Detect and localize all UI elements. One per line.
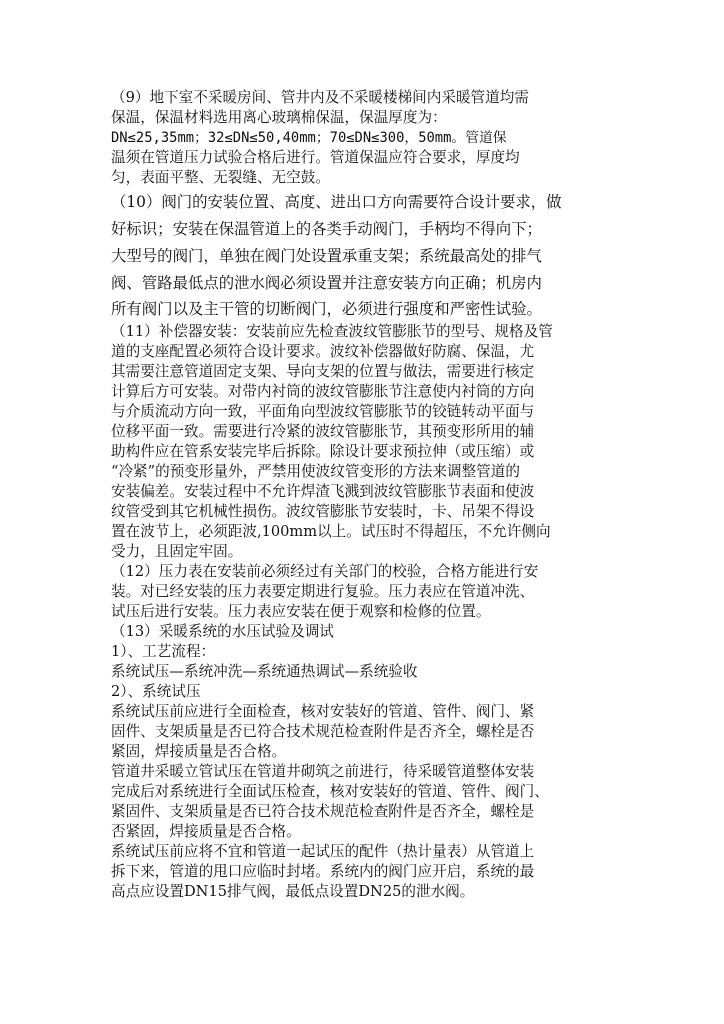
text-line: 紧固件、支架质量是否已符合技术规范检查附件是否齐全，螺栓是 xyxy=(111,803,535,820)
text-line: 管道井采暖立管试压在管道井砌筑之前进行，待采暖管道整体安装 xyxy=(111,763,535,780)
text-line: 高点应设置DN15排气阀，最低点设置DN25的泄水阀。 xyxy=(111,883,475,900)
text-line: 紧固，焊接质量是否合格。 xyxy=(111,743,287,760)
text-line: 系统试压—系统冲洗—系统通热调试—系统验收 xyxy=(111,663,418,680)
text-line: 所有阀门以及主干管的切断阀门，必须进行强度和严密性试验。 xyxy=(111,300,542,318)
text-line: 置在波节上，必须距波,100mm以上。试压时不得超压，不允许侧向 xyxy=(111,523,551,540)
text-line: 计算后方可安装。对带内衬筒的波纹管膨胀节注意使内衬筒的方向 xyxy=(111,383,535,400)
subsection-heading: 2）、系统试压 xyxy=(111,683,201,700)
text-line: 纹管受到其它机械性损伤。波纹管膨胀节安装时，卡、吊架不得设 xyxy=(111,503,535,520)
text-line: 匀，表面平整、无裂缝、无空鼓。 xyxy=(111,169,330,186)
text-line: “冷紧”的预变形量外，严禁用使波纹管变形的方法来调整管道的 xyxy=(111,463,520,480)
section-heading: （13）采暖系统的水压试验及调试 xyxy=(111,623,334,640)
text-line: （9）地下室不采暖房间、管井内及不采暖楼梯间内采暖管道均需 xyxy=(111,89,529,106)
text-line: 阀、管路最低点的泄水阀必须设置并注意安装方向正确；机房内 xyxy=(111,274,542,292)
text-line: 固件、支架质量是否已符合技术规范检查附件是否齐全，螺栓是否 xyxy=(111,723,535,740)
text-line: 位移平面一致。需要进行冷紧的波纹管膨胀节，其预变形所用的辅 xyxy=(111,423,535,440)
text-line: 受力，且固定牢固。 xyxy=(111,543,243,560)
subsection-heading: 1）、工艺流程： xyxy=(111,643,216,660)
text-line: 安装偏差。安装过程中不允许焊渣飞溅到波纹管膨胀节表面和使波 xyxy=(111,483,535,500)
text-line: 系统试压前应将不宜和管道一起试压的配件（热计量表）从管道上 xyxy=(111,843,535,860)
text-line: 好标识；安装在保温管道上的各类手动阀门，手柄均不得向下； xyxy=(111,220,542,238)
text-line: 助构件应在管系安装完毕后拆除。除设计要求预拉伸（或压缩）或 xyxy=(111,443,535,460)
text-line: 系统试压前应进行全面检查，核对安装好的管道、管件、阀门、紧 xyxy=(111,703,535,720)
text-line: 否紧固，焊接质量是否合格。 xyxy=(111,823,301,840)
text-line: 与介质流动方向一致，平面角向型波纹管膨胀节的铰链转动平面与 xyxy=(111,403,535,420)
text-line: 保温，保温材料选用离心玻璃棉保温，保温厚度为： xyxy=(111,109,447,126)
text-line: 拆下来，管道的甩口应临时封堵。系统内的阀门应开启，系统的最 xyxy=(111,863,535,880)
text-line: （12）压力表在安装前必须经过有关部门的校验，合格方能进行安 xyxy=(111,563,539,580)
text-line: DN≤25,35mm；32≤DN≤50,40mm；70≤DN≤300，50mm。管道保 xyxy=(111,130,507,146)
text-line: 温须在管道压力试验合格后进行。管道保温应符合要求，厚度均 xyxy=(111,149,520,166)
text-line: 大型号的阀门，单独在阀门处设置承重支架；系统最高处的排气 xyxy=(111,247,542,265)
text-line: 装。对已经安装的压力表要定期进行复验。压力表应在管道冲洗、 xyxy=(111,583,535,600)
text-line: （11）补偿器安装：安装前应先检查波纹管膨胀节的型号、规格及管 xyxy=(111,323,553,340)
text-line: 道的支座配置必须符合设计要求。波纹补偿器做好防腐、保温，尤 xyxy=(111,343,535,360)
text-line: 试压后进行安装。压力表应安装在便于观察和检修的位置。 xyxy=(111,603,491,620)
text-line: （10）阀门的安装位置、高度、进出口方向需要符合设计要求，做 xyxy=(111,193,562,211)
text-line: 其需要注意管道固定支架、导向支架的位置与做法，需要进行核定 xyxy=(111,363,535,380)
text-line: 完成后对系统进行全面试压检查，核对安装好的管道、管件、阀门、 xyxy=(111,783,549,800)
